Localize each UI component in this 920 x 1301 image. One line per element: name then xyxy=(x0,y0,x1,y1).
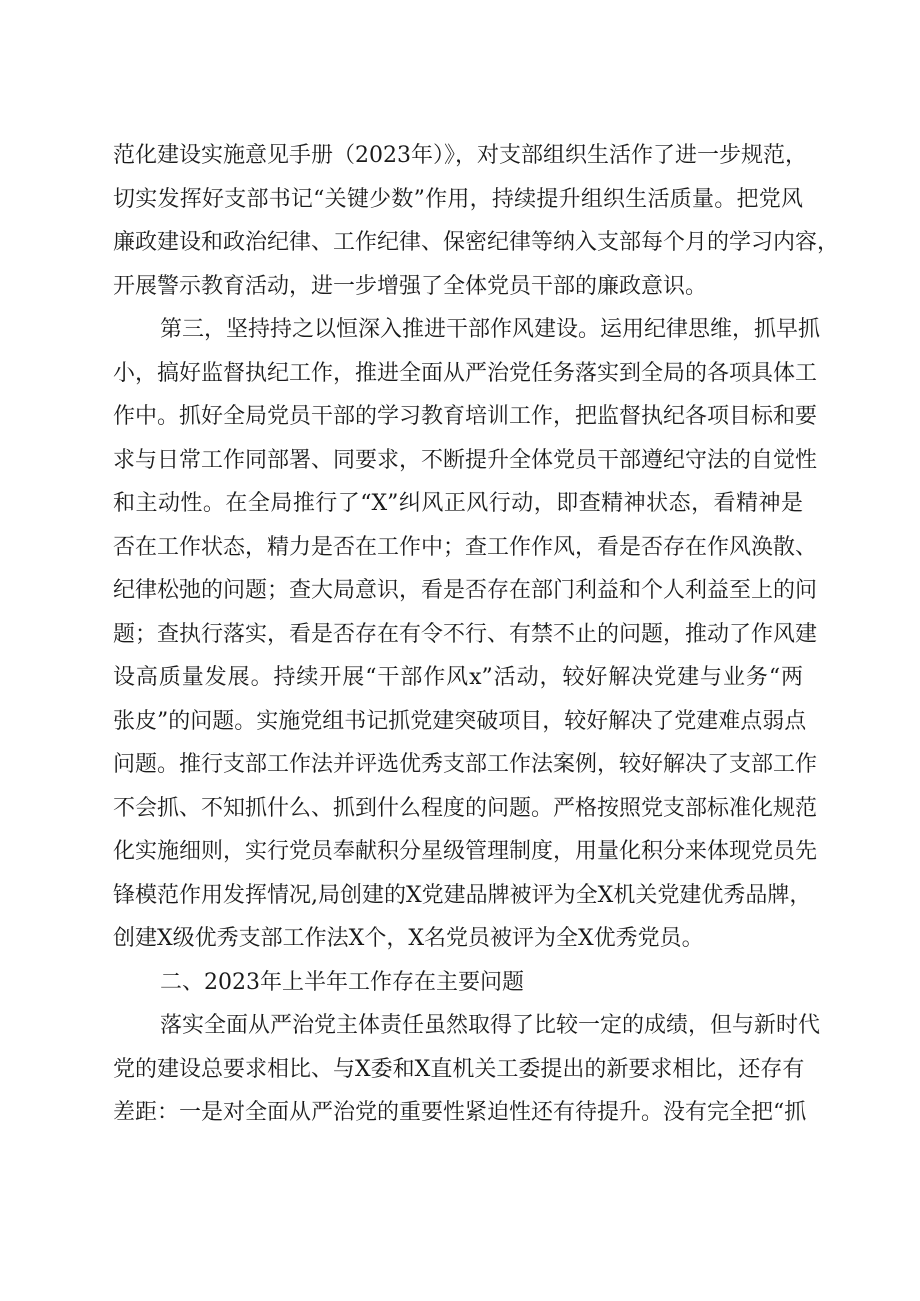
text-line: 和主动性。在全局推行了“X”纠风正风行动，即查精神状态，看精神是 xyxy=(113,491,803,516)
text-line: 张皮”的问题。实施党组书记抓党建突破项目，较好解决了党建难点弱点 xyxy=(113,709,807,734)
text-line: 廉政建设和政治纪律、工作纪律、保密纪律等纳入支部每个月的学习内容， xyxy=(113,230,840,255)
text-line: 作中。抓好全局党员干部的学习教育培训工作，把监督执纪各项目标和要 xyxy=(113,404,818,429)
text-line: 创建X级优秀支部工作法X个，X名党员被评为全X优秀党员。 xyxy=(113,926,704,951)
text-line: 纪律松弛的问题；查大局意识，看是否存在部门利益和个人利益至上的问 xyxy=(113,578,818,603)
text-line: 否在工作状态，精力是否在工作中；查工作作风，看是否存在作风涣散、 xyxy=(113,535,818,560)
text-line: 范化建设实施意见手册（2023年）》，对支部组织生活作了进一步规范， xyxy=(113,143,807,168)
text-line: 开展警示教育活动，进一步增强了全体党员干部的廉政意识。 xyxy=(113,274,708,299)
text-line: 化实施细则，实行党员奉献积分星级管理制度，用量化积分来体现党员先 xyxy=(113,839,818,864)
paragraph-start-line: 第三，坚持持之以恒深入推进干部作风建设。运用纪律思维，抓早抓 xyxy=(160,317,821,342)
text-line: 求与日常工作同部署、同要求，不断提升全体党员干部遵纪守法的自觉性 xyxy=(113,448,818,473)
section-heading: 二、2023年上半年工作存在主要问题 xyxy=(160,970,524,995)
text-line: 问题。推行支部工作法并评选优秀支部工作法案例，较好解决了支部工作 xyxy=(113,752,818,777)
paragraph-start-line: 落实全面从严治党主体责任虽然取得了比较一定的成绩，但与新时代 xyxy=(160,1013,821,1038)
text-line: 锋模范作用发挥情况,局创建的X党建品牌被评为全X机关党建优秀品牌， xyxy=(113,883,812,908)
text-line: 小，搞好监督执纪工作，推进全面从严治党任务落实到全局的各项具体工 xyxy=(113,361,818,386)
text-line: 设高质量发展。持续开展“干部作风x”活动，较好解决党建与业务“两 xyxy=(113,665,803,690)
text-line: 党的建设总要求相比、与X委和X直机关工委提出的新要求相比，还存有 xyxy=(113,1057,805,1082)
text-line: 不会抓、不知抓什么、抓到什么程度的问题。严格按照党支部标准化规范 xyxy=(113,796,818,821)
text-line: 题；查执行落实，看是否存在有令不行、有禁不止的问题，推动了作风建 xyxy=(113,622,818,647)
text-line: 切实发挥好支部书记“关键少数”作用，持续提升组织生活质量。把党风 xyxy=(113,187,803,212)
text-line: 差距：一是对全面从严治党的重要性紧迫性还有待提升。没有完全把“抓 xyxy=(113,1100,807,1125)
